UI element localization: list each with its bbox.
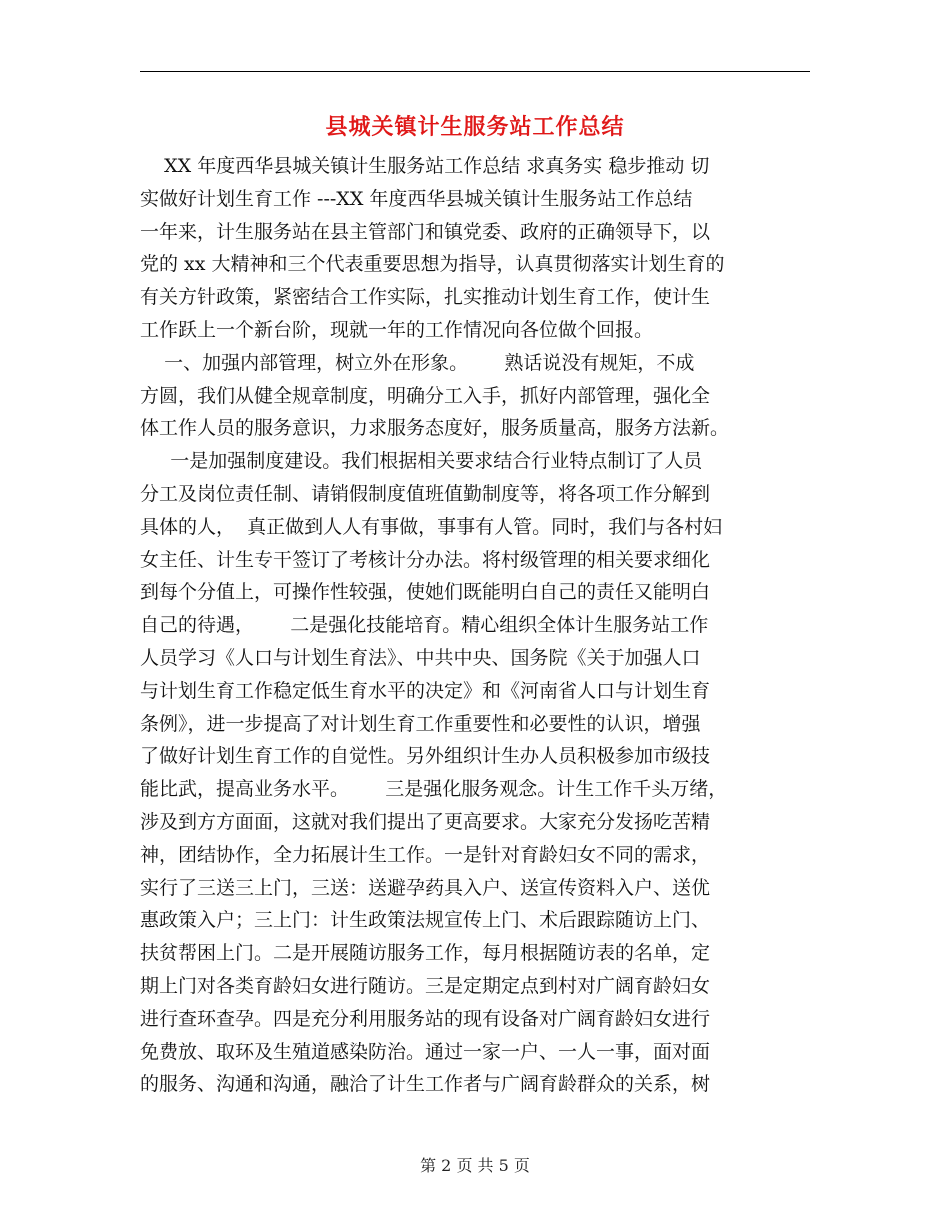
page-footer: 第 2 页 共 5 页 xyxy=(420,1156,530,1175)
body-line: XX 年度西华县城关镇计生服务站工作总结 求真务实 稳步推动 切 xyxy=(140,155,710,177)
header-rule xyxy=(140,71,810,72)
body-line: 具体的人， 真正做到人人有事做，事事有人管。同时，我们与各村妇 xyxy=(140,515,723,538)
body-line: 女主任、计生专干签订了考核计分办法。将村级管理的相关要求细化 xyxy=(140,548,711,571)
body-line: 的服务、沟通和沟通，融洽了计生工作者与广阔育龄群众的关系，树 xyxy=(140,1073,711,1096)
body-line: 到每个分值上，可操作性较强，使她们既能明白自己的责任又能明白 xyxy=(140,581,711,604)
body-line: 神，团结协作，全力拓展计生工作。一是针对育龄妇女不同的需求， xyxy=(140,843,711,866)
body-line: 一、加强内部管理，树立外在形象。 熟话说没有规矩，不成 xyxy=(140,351,695,374)
body-line: 一是加强制度建设。我们根据相关要求结合行业特点制订了人员 xyxy=(140,450,703,473)
body-line: 一年来，计生服务站在县主管部门和镇党委、政府的正确领导下，以 xyxy=(140,220,711,243)
body-line: 人员学习《人口与计划生育法》、中共中央、国务院《关于加强人口 xyxy=(140,646,701,669)
body-line: 分工及岗位责任制、请销假制度值班值勤制度等，将各项工作分解到 xyxy=(140,482,711,505)
body-line: 条例》，进一步提高了对计划生育工作重要性和必要性的认识，增强 xyxy=(140,712,701,735)
body-line: 能比武，提高业务水平。 三是强化服务观念。计生工作千头万绪， xyxy=(140,778,728,801)
body-line: 扶贫帮困上门。二是开展随访服务工作，每月根据随访表的名单，定 xyxy=(140,942,711,965)
body-line: 党的 xx 大精神和三个代表重要思想为指导，认真贯彻落实计划生育的 xyxy=(140,253,725,276)
body-line: 进行查环查孕。四是充分利用服务站的现有设备对广阔育龄妇女进行 xyxy=(140,1007,711,1030)
body-line: 免费放、取环及生殖道感染防治。通过一家一户、一人一事，面对面 xyxy=(140,1040,711,1063)
body-line: 惠政策入户；三上门：计生政策法规宣传上门、术后跟踪随访上门、 xyxy=(140,909,711,932)
body-line: 有关方针政策，紧密结合工作实际，扎实推动计划生育工作，使计生 xyxy=(140,286,711,309)
document-body xyxy=(140,150,810,1101)
body-line: 自己的待遇， 二是强化技能培育。精心组织全体计生服务站工作 xyxy=(140,614,709,637)
body-line: 与计划生育工作稳定低生育水平的决定》和《河南省人口与计划生育 xyxy=(140,679,711,702)
body-line: 实行了三送三上门，三送：送避孕药具入户、送宣传资料入户、送优 xyxy=(140,876,711,899)
body-line: 方圆，我们从健全规章制度，明确分工入手，抓好内部管理，强化全 xyxy=(140,384,711,407)
body-line: 了做好计划生育工作的自觉性。另外组织计生办人员积极参加市级技 xyxy=(140,745,711,768)
body-line: 体工作人员的服务意识，力求服务态度好，服务质量高，服务方法新。 xyxy=(140,417,730,440)
body-line: 实做好计划生育工作 ---XX 年度西华县城关镇计生服务站工作总结 xyxy=(140,187,693,210)
body-line: 期上门对各类育龄妇女进行随访。三是定期定点到村对广阔育龄妇女 xyxy=(140,974,711,997)
body-line: 涉及到方方面面，这就对我们提出了更高要求。大家充分发扬吃苦精 xyxy=(140,810,711,833)
document-title: 县城关镇计生服务站工作总结 xyxy=(325,114,625,140)
body-line: 工作跃上一个新台阶，现就一年的工作情况向各位做个回报。 xyxy=(140,318,654,341)
